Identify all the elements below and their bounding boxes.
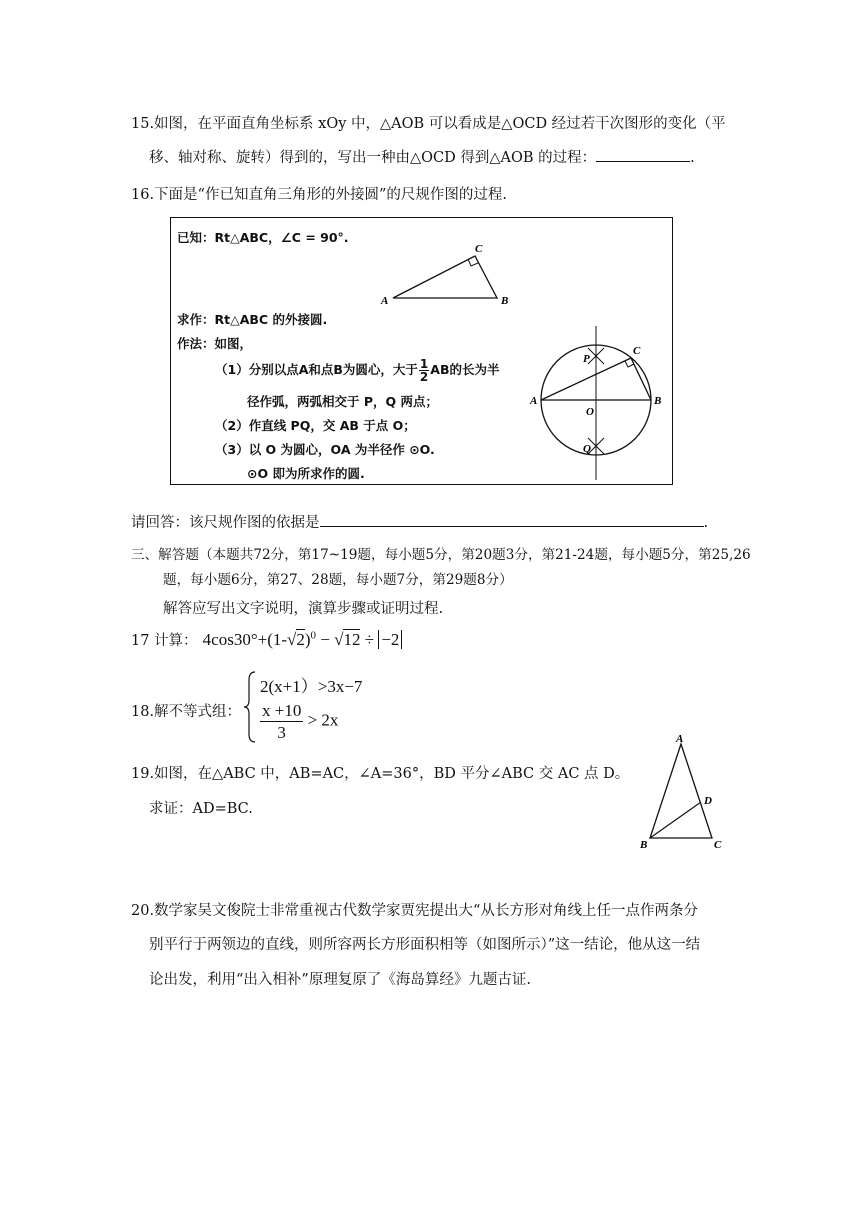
q19-line1: 19.如图，在△ABC 中，AB=AC，∠A=36°，BD 平分∠ABC 交 AC 点 D。 xyxy=(131,766,630,782)
frac-den: 2 xyxy=(419,370,429,384)
q16-step1-b: AB的长为半 xyxy=(430,362,500,377)
q15-end: . xyxy=(690,150,695,166)
frac-num: 1 xyxy=(419,357,429,371)
label-q: Q xyxy=(583,443,591,455)
q18-rhs: > 2x xyxy=(307,710,339,730)
section3-line1: 三、解答题（本题共72分，第17~19题，每小题5分，第20题3分，第21-24题，每小题5分，第25,26 xyxy=(131,547,751,563)
q20-line1: 20.数学家吴文俊院士非常重视古代数学家贾宪提出大“从长方形对角线上任一点作两条分 xyxy=(131,903,698,919)
q17-t4: ÷ xyxy=(360,630,379,649)
q16-end: . xyxy=(703,515,709,531)
q19-label-b: B xyxy=(640,839,648,851)
q18-brace xyxy=(243,670,257,744)
q18-fraction xyxy=(260,700,303,744)
q16-step1-a: （1）分别以点A和点B为圆心，大于 xyxy=(215,362,418,377)
q16-method: 作法：如图， xyxy=(177,336,253,351)
label-p: P xyxy=(583,353,590,365)
q20-line3: 论出发，利用“出入相补”原理复原了《海岛算经》九题古证. xyxy=(149,972,531,988)
q17-label: 17 计算： xyxy=(131,633,198,649)
q18-label: 18.解不等式组： xyxy=(131,704,242,720)
q18-den: 3 xyxy=(277,723,286,743)
label-b2: B xyxy=(654,395,662,407)
label-a: A xyxy=(381,295,389,307)
q16-step3: （3）以 O 为圆心，OA 为半径作 ⊙O. xyxy=(215,442,435,457)
q15-line2-text: 移、轴对称、旋转）得到的，写出一种由△OCD 得到△AOB 的过程： xyxy=(149,150,597,166)
sqrt-12-radicand: 12 xyxy=(343,630,361,649)
q16-circle-figure xyxy=(525,318,671,484)
q18-num: x +10 xyxy=(260,700,303,722)
label-a2: A xyxy=(530,395,538,407)
label-o: O xyxy=(586,406,594,418)
sqrt-2-radicand: 2 xyxy=(296,630,305,649)
q19-label-a: A xyxy=(676,733,684,745)
q16-question-text: 请回答：该尺规作图的依据是 xyxy=(131,515,320,531)
q16-conclusion: ⊙O 即为所求作的圆. xyxy=(247,466,365,481)
label-c2: C xyxy=(633,345,641,357)
q17-abs: −2 xyxy=(378,630,402,649)
q16-step1-fraction xyxy=(419,358,429,383)
q20-line2: 别平行于两领边的直线，则所容两长方形面积相等（如图所示）”这一结论，他从这一结 xyxy=(149,937,701,953)
q18-ineq2 xyxy=(260,700,338,744)
q16-step1-c: 径作弧，两弧相交于 P，Q 两点； xyxy=(247,394,438,409)
q17-t1: 4cos30°+(1- xyxy=(202,630,288,649)
q17-exp0: 0 xyxy=(310,629,317,642)
q16-construction-box xyxy=(170,217,673,485)
q16-find: 求作：Rt△ABC 的外接圆. xyxy=(177,312,328,327)
q15-answer-blank[interactable] xyxy=(596,161,690,162)
section3-line3: 解答应写出文字说明，演算步骤或证明过程. xyxy=(163,601,444,617)
sqrt-12: √12 xyxy=(334,630,361,649)
sqrt-2: √2 xyxy=(287,630,305,649)
q19-line2: 求证：AD=BC. xyxy=(149,801,253,817)
q15-line1: 15.如图，在平面直角坐标系 xOy 中，△AOB 可以看成是△OCD 经过若干次图形的变化（平 xyxy=(131,116,726,132)
q16-triangle-figure xyxy=(371,240,511,312)
q17-expression xyxy=(203,630,403,649)
bisector-bd xyxy=(650,802,701,838)
q19-label-d: D xyxy=(704,795,712,807)
label-c: C xyxy=(475,243,483,255)
q16-step1 xyxy=(215,358,499,383)
q16-known: 已知：Rt△ABC，∠C = 90°. xyxy=(177,230,349,245)
label-b: B xyxy=(501,295,509,307)
q16-question xyxy=(131,511,708,532)
q16-title: 16.下面是“作已知直角三角形的外接圆”的尺规作图的过程. xyxy=(131,187,507,203)
q16-answer-blank[interactable] xyxy=(320,526,704,527)
q15-line2 xyxy=(149,146,695,167)
q16-step2: （2）作直线 PQ，交 AB 于点 O； xyxy=(215,418,416,433)
q19-label-c: C xyxy=(714,839,722,851)
q17 xyxy=(131,629,402,650)
triangle-abc xyxy=(393,256,497,298)
q18-ineq1: 2(x+1）>3x−7 xyxy=(260,677,363,696)
section3-line2: 题，每小题6分，第27、28题，每小题7分，第29题8分） xyxy=(163,572,513,588)
q17-t3: − xyxy=(316,630,335,649)
q19-triangle-figure xyxy=(636,732,726,852)
q17-t2: ) xyxy=(304,630,311,649)
triangle-abc-isosceles xyxy=(650,744,712,838)
